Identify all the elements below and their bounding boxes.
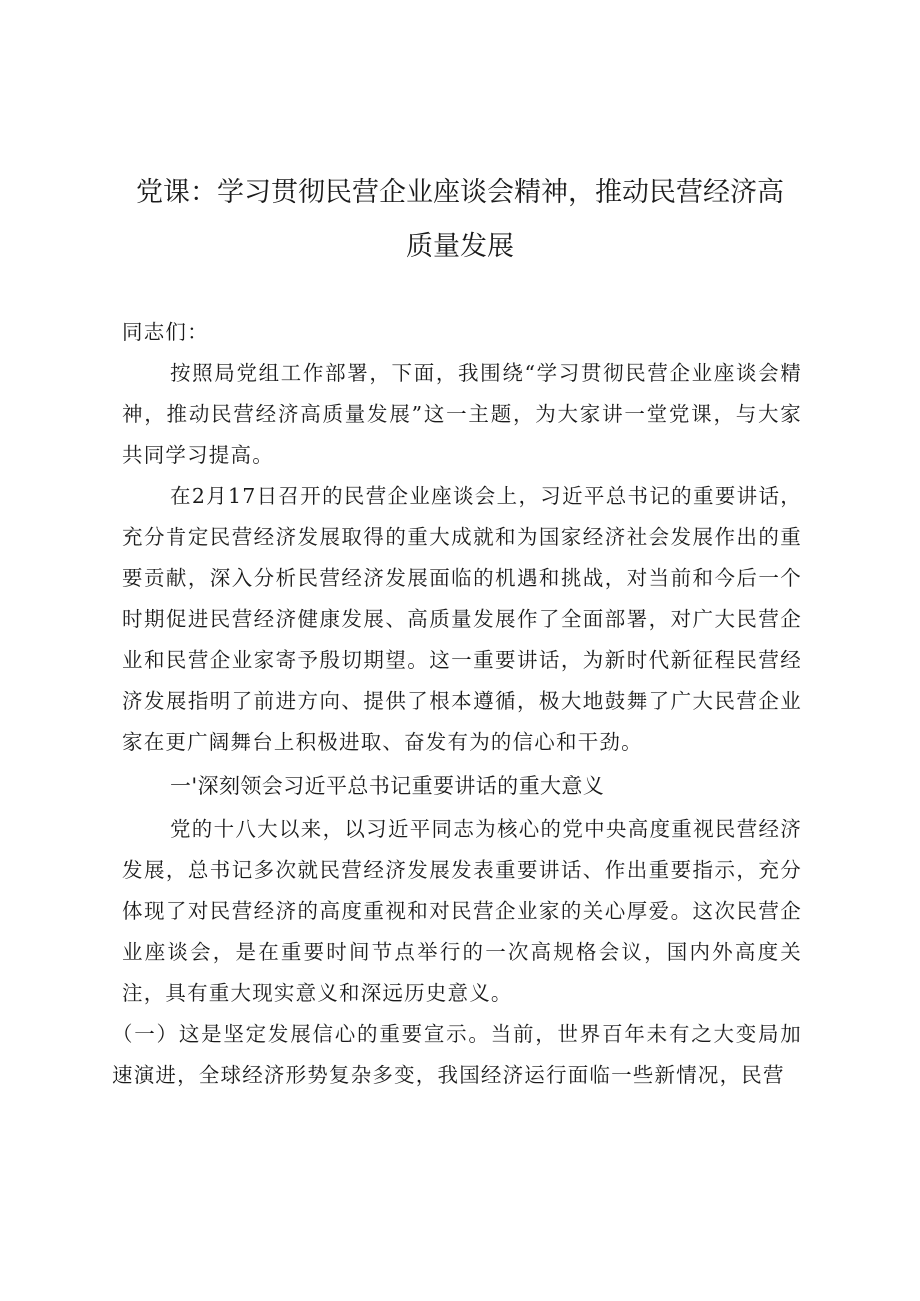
- document-body: [112, 312, 802, 1096]
- salutation: 同志们：: [122, 320, 209, 344]
- section-paragraph: 党的十八大以来，以习近平同志为核心的党中央高度重视民营经济发展，总书记多次就民营经济发展发表重要讲话、作出重要指示，充分体现了对民营经济的高度重视和对民营企业家的关心厚爱。这次民营企业座谈会，是在重要时间节点举行的一次高规格会议，国内外高度关注，具有重大现实意义和深远历史意义。: [122, 817, 802, 1005]
- title-line-2: 质量发展: [406, 231, 514, 262]
- document-title: [100, 166, 820, 274]
- section-heading: 一'深刻领会习近平总书记重要讲话的重大意义: [170, 774, 605, 798]
- subsection-paragraph: （一）这是坚定发展信心的重要宣示。当前，世界百年未有之大变局加速演进，全球经济形势复杂多变，我国经济运行面临一些新情况，民营: [112, 1022, 802, 1087]
- title-line-1: 党课：学习贯彻民营企业座谈会精神，推动民营经济高: [136, 177, 784, 208]
- paragraph: 按照局党组工作部署，下面，我围绕“学习贯彻民营企业座谈会精神，推动民营经济高质量发展”这一主题，为大家讲一堂党课，与大家共同学习提高。: [122, 361, 802, 467]
- paragraph: 在2月17日召开的民营企业座谈会上，习近平总书记的重要讲话，充分肯定民营经济发展取得的重大成就和为国家经济社会发展作出的重要贡献，深入分析民营经济发展面临的机遇和挑战，对当前和今后一个时期促进民营经济健康发展、高质量发展作了全面部署，对广大民营企业和民营企业家寄予殷切期望。这一重要讲话，为新时代新征程民营经济发展指明了前进方向、提供了根本遵循，极大地鼓舞了广大民营企业家在更广阔舞台上积极进取、奋发有为的信心和干劲。: [122, 484, 802, 754]
